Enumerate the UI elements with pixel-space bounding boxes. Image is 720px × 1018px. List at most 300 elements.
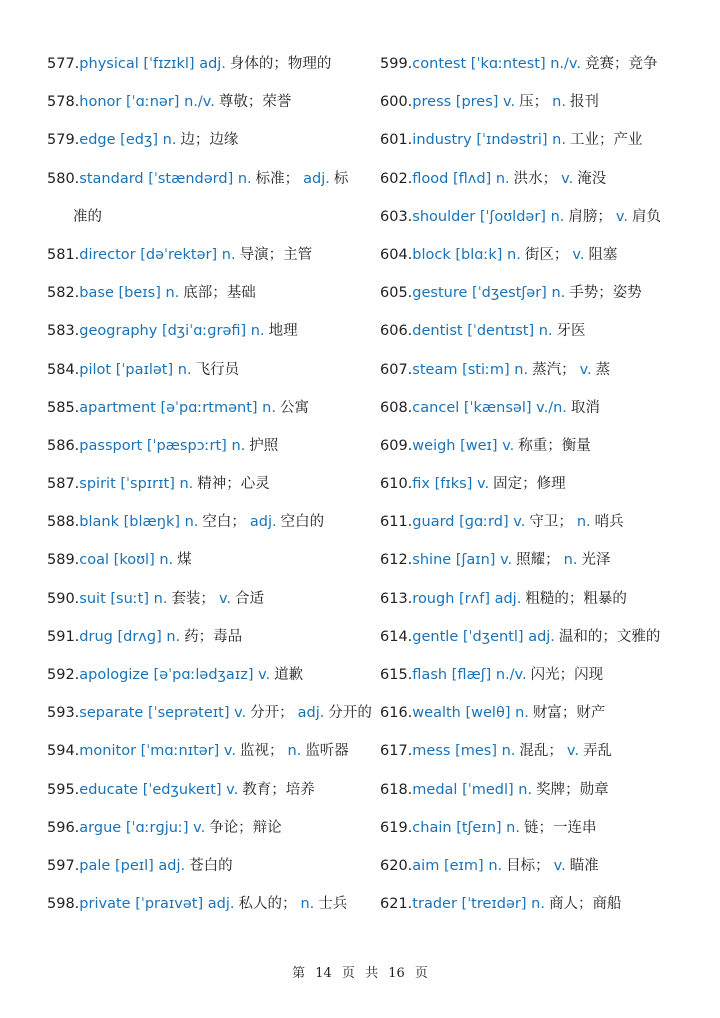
vocab-entry xyxy=(380,847,700,885)
entry-definition: 守卫； xyxy=(529,514,573,531)
entry-definition-2: 肩负 xyxy=(631,208,661,225)
entry-number: 613. xyxy=(380,590,413,607)
entry-part-of-speech: n. xyxy=(153,590,168,607)
entry-definition-2: 弄乱 xyxy=(582,743,612,760)
vocab-entry xyxy=(47,465,367,503)
vocab-entry xyxy=(47,160,367,198)
entry-part-of-speech-2: v. xyxy=(218,590,232,607)
entry-word: shoulder xyxy=(412,208,476,225)
entry-word: base xyxy=(79,285,114,302)
entry-definition-2: 合适 xyxy=(235,590,265,607)
entry-phonetic: [ˈkɑːntest] xyxy=(470,56,546,72)
entry-phonetic: [ˈfɪzɪkl] xyxy=(143,56,195,72)
entry-definition: 地理 xyxy=(268,323,298,340)
entry-word: chain xyxy=(412,819,452,836)
entry-definition: 药；毒品 xyxy=(184,628,243,645)
entry-definition: 温和的；文雅的 xyxy=(558,628,661,645)
entry-part-of-speech: v. xyxy=(223,743,236,760)
entry-phonetic: [pres] xyxy=(455,94,499,111)
entry-part-of-speech: n. xyxy=(531,896,545,913)
entry-number: 601. xyxy=(380,132,413,149)
entry-number: 584. xyxy=(47,361,80,378)
entry-number: 594. xyxy=(47,743,80,760)
entry-part-of-speech: n. xyxy=(166,628,181,645)
entry-number: 608. xyxy=(380,399,413,416)
entry-word: steam xyxy=(412,361,458,378)
entry-definition: 肩膀； xyxy=(568,208,612,225)
entry-word: spirit xyxy=(79,476,116,493)
entry-word: physical xyxy=(79,56,139,72)
entry-number: 603. xyxy=(380,208,413,225)
entry-definition-2: 阻塞 xyxy=(588,246,618,263)
entry-part-of-speech: n. xyxy=(177,361,192,378)
footer-suffix: 页 xyxy=(414,966,428,981)
entry-word: separate xyxy=(79,705,144,722)
entry-word: cancel xyxy=(412,399,460,416)
entry-word: argue xyxy=(79,819,122,836)
entry-definition: 洪水； xyxy=(513,170,558,187)
vocab-entry xyxy=(380,771,700,809)
entry-phonetic: [beɪs] xyxy=(118,285,161,302)
entry-word: shine xyxy=(412,552,452,569)
entry-word: press xyxy=(412,94,452,111)
entry-phonetic: [dʒiˈɑːɡrəfi] xyxy=(161,323,247,340)
footer-total-label: 共 xyxy=(365,966,379,981)
entry-phonetic: [ˈɑːnər] xyxy=(126,94,180,111)
entry-phonetic: [fɪks] xyxy=(434,476,473,493)
entry-phonetic: [ˈtreɪdər] xyxy=(461,896,527,913)
entry-definition: 精神；心灵 xyxy=(197,476,270,493)
entry-number: 585. xyxy=(47,399,80,416)
vocab-entry xyxy=(47,618,367,656)
entry-word: drug xyxy=(79,628,113,645)
vocab-entry xyxy=(47,312,367,350)
entry-definition: 私人的； xyxy=(238,896,297,913)
entry-part-of-speech: n. xyxy=(507,246,521,263)
entry-definition: 护照 xyxy=(249,437,279,454)
entry-phonetic: [flæʃ] xyxy=(451,667,492,683)
entry-definition: 道歉 xyxy=(274,667,304,683)
entry-word: trader xyxy=(412,896,457,913)
entry-part-of-speech: n. xyxy=(179,476,194,493)
entry-definition: 链；一连串 xyxy=(523,819,597,836)
entry-word: guard xyxy=(412,514,455,531)
entry-phonetic: [ˈdentɪst] xyxy=(467,323,535,340)
entry-word: weigh xyxy=(412,437,456,454)
vocab-entry xyxy=(47,732,367,770)
entry-part-of-speech: n. xyxy=(551,285,566,302)
entry-part-of-speech-2: n. xyxy=(576,514,591,531)
vocab-entry xyxy=(380,885,700,923)
entry-word: standard xyxy=(79,170,144,187)
entry-definition: 套装； xyxy=(171,590,215,607)
entry-phonetic: [ˈstændərd] xyxy=(148,170,234,187)
entry-part-of-speech-2: n. xyxy=(287,743,302,760)
vocab-entry xyxy=(380,732,700,770)
entry-definition-2: 空白的 xyxy=(280,514,325,531)
entry-part-of-speech: n. xyxy=(515,705,529,722)
entry-definition: 取消 xyxy=(570,399,600,416)
entry-part-of-speech-2: v. xyxy=(566,743,579,760)
entry-word: honor xyxy=(79,94,122,111)
entry-definition-2: 哨兵 xyxy=(594,514,624,531)
vocab-entry xyxy=(47,351,367,389)
entry-word: director xyxy=(79,246,136,263)
entry-word: contest xyxy=(412,56,467,72)
entry-number: 604. xyxy=(380,246,413,263)
entry-phonetic: [rʌf] xyxy=(459,590,490,607)
entry-number: 612. xyxy=(380,552,413,569)
vocab-entry xyxy=(380,45,700,83)
entry-part-of-speech: n. xyxy=(184,514,199,531)
entry-phonetic: [tʃeɪn] xyxy=(456,819,502,836)
entry-number: 607. xyxy=(380,361,413,378)
left-column xyxy=(47,45,372,923)
entry-phonetic: [koʊl] xyxy=(113,552,155,569)
entry-part-of-speech: n. xyxy=(231,437,246,454)
entry-word: dentist xyxy=(412,323,463,340)
entry-word: edge xyxy=(79,132,116,149)
entry-part-of-speech: n./v. xyxy=(495,667,527,683)
entry-phonetic: [ˈdʒentl] xyxy=(462,628,524,645)
entry-definition: 商人；商船 xyxy=(548,896,622,913)
entry-definition: 粗糙的；粗暴的 xyxy=(525,590,627,607)
entry-part-of-speech: n. xyxy=(550,208,565,225)
entry-phonetic: [ˈspɪrɪt] xyxy=(120,476,175,493)
footer-total-pages: 16 xyxy=(388,966,405,981)
entry-word: flash xyxy=(412,667,448,683)
entry-number: 590. xyxy=(47,590,80,607)
entry-number: 595. xyxy=(47,781,80,798)
entry-number: 615. xyxy=(380,667,413,683)
entry-part-of-speech: adj. xyxy=(207,896,235,913)
entry-number: 587. xyxy=(47,476,80,493)
entry-number: 610. xyxy=(380,476,413,493)
entry-word: monitor xyxy=(79,743,137,760)
entry-definition: 空白； xyxy=(202,514,246,531)
entry-part-of-speech: n. xyxy=(488,857,503,874)
entry-number: 591. xyxy=(47,628,80,645)
vocab-entry xyxy=(380,541,700,579)
vocab-entry xyxy=(380,121,700,159)
entry-definition-2: 蒸 xyxy=(595,361,611,378)
entry-phonetic: [blɑːk] xyxy=(455,246,503,263)
entry-number: 583. xyxy=(47,323,80,340)
entry-definition: 飞行员 xyxy=(195,361,240,378)
entry-number: 589. xyxy=(47,552,80,569)
entry-part-of-speech: v. xyxy=(500,552,513,569)
entry-phonetic: [ˈpaɪlət] xyxy=(115,361,174,378)
vocab-entry xyxy=(380,198,700,236)
entry-part-of-speech: n. xyxy=(262,399,276,416)
entry-number: 599. xyxy=(380,56,413,72)
entry-phonetic: [ˈdʒestʃər] xyxy=(472,285,547,302)
vocab-entry xyxy=(380,236,700,274)
vocab-entry xyxy=(47,236,367,274)
entry-definition: 公寓 xyxy=(279,399,309,416)
vocab-entry xyxy=(47,580,367,618)
entry-definition: 蒸汽； xyxy=(532,361,576,378)
entry-definition-2: 光泽 xyxy=(581,552,611,569)
entry-phonetic: [ˈpæspɔːrt] xyxy=(146,437,227,454)
entry-definition: 压； xyxy=(519,94,549,111)
entry-continuation: 准的 xyxy=(73,208,102,225)
vocab-entry xyxy=(380,274,700,312)
entry-definition: 监视； xyxy=(240,743,284,760)
entry-definition: 争论；辩论 xyxy=(209,819,282,836)
entry-part-of-speech-2: v. xyxy=(615,208,628,225)
entry-word: pilot xyxy=(79,361,112,378)
entry-definition: 煤 xyxy=(177,552,192,569)
vocab-entry xyxy=(47,656,367,694)
vocab-entry xyxy=(47,427,367,465)
entry-definition: 教育；培养 xyxy=(242,781,315,798)
vocab-entry xyxy=(47,847,367,885)
entry-word: wealth xyxy=(412,705,461,722)
entry-phonetic: [edʒ] xyxy=(120,132,158,149)
vocab-entry xyxy=(380,351,700,389)
entry-phonetic: [flʌd] xyxy=(453,170,492,187)
entry-part-of-speech: n. xyxy=(518,781,533,798)
entry-definition-2: 标 xyxy=(333,170,349,187)
vocab-entry xyxy=(380,389,700,427)
entry-definition: 混乱； xyxy=(519,743,563,760)
entry-phonetic: [ˈɪndəstri] xyxy=(476,132,548,149)
entry-part-of-speech: n. xyxy=(237,170,252,187)
entry-word: passport xyxy=(79,437,143,454)
entry-number: 609. xyxy=(380,437,413,454)
entry-phonetic: [welθ] xyxy=(465,705,511,722)
entry-number: 579. xyxy=(47,132,80,149)
vocab-entry xyxy=(380,465,700,503)
entry-word: medal xyxy=(412,781,458,798)
entry-number: 580. xyxy=(47,170,80,187)
entry-phonetic: [ʃaɪn] xyxy=(455,552,496,569)
entry-part-of-speech: n. xyxy=(495,170,510,187)
vocab-entry xyxy=(47,809,367,847)
entry-definition: 牙医 xyxy=(556,323,586,340)
entry-phonetic: [ˈpraɪvət] xyxy=(135,896,204,913)
entry-part-of-speech: n. xyxy=(506,819,520,836)
vocab-entry xyxy=(47,389,367,427)
entry-part-of-speech: adj. xyxy=(199,56,226,72)
entry-phonetic: [stiːm] xyxy=(462,361,510,378)
entry-definition: 称重；衡量 xyxy=(518,437,591,454)
entry-definition-2: 分开的 xyxy=(328,705,372,722)
entry-word: gesture xyxy=(412,285,468,302)
entry-word: gentle xyxy=(412,628,459,645)
vocab-entry xyxy=(47,45,367,83)
entry-definition: 固定；修理 xyxy=(493,476,566,493)
entry-word: mess xyxy=(412,743,451,760)
entry-definition: 街区； xyxy=(524,246,569,263)
entry-definition: 竞赛；竞争 xyxy=(584,56,658,72)
entry-number: 602. xyxy=(380,170,413,187)
entry-part-of-speech: n. xyxy=(538,323,553,340)
entry-phonetic: [ˈɑːrɡjuː] xyxy=(125,819,189,836)
entry-word: pale xyxy=(79,857,111,874)
entry-definition-2: 士兵 xyxy=(318,896,348,913)
entry-part-of-speech-2: adj. xyxy=(297,705,325,722)
vocab-entry xyxy=(380,656,700,694)
entry-number: 605. xyxy=(380,285,413,302)
entry-phonetic: [ˈseprəteɪt] xyxy=(147,705,230,722)
entry-number: 606. xyxy=(380,323,413,340)
entry-part-of-speech: n. xyxy=(165,285,180,302)
entry-definition: 尊敬；荣誉 xyxy=(218,94,292,111)
entry-part-of-speech-2: v. xyxy=(553,857,566,874)
entry-phonetic: [ˈʃoʊldər] xyxy=(479,208,546,225)
vocab-entry xyxy=(47,541,367,579)
vocab-entry xyxy=(380,83,700,121)
entry-number: 578. xyxy=(47,94,80,111)
entry-part-of-speech: v. xyxy=(502,437,515,454)
entry-part-of-speech-2: n. xyxy=(300,896,315,913)
entry-phonetic: [suːt] xyxy=(110,590,150,607)
entry-part-of-speech-2: adj. xyxy=(303,170,330,187)
entry-definition: 身体的；物理的 xyxy=(229,56,332,72)
entry-word: apartment xyxy=(79,399,156,416)
entry-part-of-speech: v. xyxy=(226,781,239,798)
entry-phonetic: [drʌɡ] xyxy=(117,628,162,645)
entry-number: 619. xyxy=(380,819,413,836)
entry-definition-2: 淹没 xyxy=(577,170,607,187)
entry-part-of-speech-2: v. xyxy=(561,170,574,187)
entry-part-of-speech-2: n. xyxy=(552,94,566,111)
entry-number: 597. xyxy=(47,857,80,874)
entry-definition: 边；边缘 xyxy=(180,132,239,149)
entry-definition-2: 监听器 xyxy=(305,743,349,760)
entry-word: apologize xyxy=(79,667,149,683)
entry-definition: 照耀； xyxy=(516,552,560,569)
vocab-entry xyxy=(47,121,367,159)
entry-word: coal xyxy=(79,552,110,569)
entry-number: 581. xyxy=(47,246,80,263)
vocab-entry xyxy=(47,503,367,541)
vocab-entry xyxy=(47,885,367,923)
vocab-entry xyxy=(380,580,700,618)
vocab-entry xyxy=(380,694,700,732)
right-column xyxy=(380,45,700,923)
entry-part-of-speech: n. xyxy=(162,132,177,149)
entry-phonetic: [mes] xyxy=(455,743,497,760)
entry-part-of-speech-2: n. xyxy=(563,552,578,569)
entry-definition: 目标； xyxy=(506,857,550,874)
entry-part-of-speech: adj. xyxy=(158,857,186,874)
footer-page-label: 页 xyxy=(341,966,355,981)
entry-word: private xyxy=(79,896,131,913)
entry-part-of-speech: v. xyxy=(477,476,490,493)
entry-part-of-speech: n./v. xyxy=(550,56,581,72)
entry-word: geography xyxy=(79,323,158,340)
entry-word: aim xyxy=(412,857,440,874)
entry-definition-2: 瞄准 xyxy=(569,857,599,874)
vocab-entry xyxy=(380,503,700,541)
entry-definition: 底部；基础 xyxy=(183,285,256,302)
entry-part-of-speech: n. xyxy=(514,361,529,378)
entry-definition-2: 报刊 xyxy=(569,94,599,111)
entry-number: 617. xyxy=(380,743,413,760)
entry-number: 620. xyxy=(380,857,413,874)
entry-definition: 手势；姿势 xyxy=(569,285,642,302)
entry-word: blank xyxy=(79,514,120,531)
vocab-entry xyxy=(380,809,700,847)
vocab-entry xyxy=(380,312,700,350)
entry-phonetic: [əˈpɑːrtmənt] xyxy=(160,399,258,416)
entry-number: 616. xyxy=(380,705,413,722)
entry-number: 592. xyxy=(47,667,80,683)
entry-part-of-speech: v. xyxy=(234,705,247,722)
entry-part-of-speech: adj. xyxy=(494,590,522,607)
entry-phonetic: [ˈmedl] xyxy=(462,781,514,798)
entry-number: 600. xyxy=(380,94,413,111)
entry-part-of-speech-2: v. xyxy=(579,361,592,378)
entry-number: 614. xyxy=(380,628,413,645)
entry-phonetic: [dəˈrektər] xyxy=(140,246,218,263)
page-footer xyxy=(0,962,720,981)
entry-number: 618. xyxy=(380,781,413,798)
entry-number: 593. xyxy=(47,705,80,722)
entry-word: suit xyxy=(79,590,106,607)
entry-number: 577. xyxy=(47,56,80,72)
entry-phonetic: [ɡɑːrd] xyxy=(459,514,509,531)
entry-part-of-speech-2: adj. xyxy=(249,514,277,531)
entry-part-of-speech: n. xyxy=(501,743,516,760)
vocab-entry xyxy=(47,83,367,121)
entry-phonetic: [ˈkænsəl] xyxy=(463,399,532,416)
entry-word: fix xyxy=(412,476,431,493)
entry-part-of-speech: v. xyxy=(503,94,516,111)
entry-phonetic: [ˈedʒukeɪt] xyxy=(142,781,222,798)
entry-part-of-speech: n. xyxy=(159,552,174,569)
entry-number: 582. xyxy=(47,285,80,302)
entry-word: rough xyxy=(412,590,455,607)
entry-word: educate xyxy=(79,781,139,798)
entry-definition: 导演；主管 xyxy=(239,246,313,263)
entry-definition: 标准； xyxy=(255,170,300,187)
entry-part-of-speech: v. xyxy=(513,514,526,531)
footer-page-number: 14 xyxy=(315,966,332,981)
entry-part-of-speech: v. xyxy=(193,819,206,836)
entry-phonetic: [ˈmɑːnɪtər] xyxy=(140,743,220,760)
entry-phonetic: [əˈpɑːlədʒaɪz] xyxy=(153,667,254,683)
vocab-entry xyxy=(47,694,372,732)
entry-definition: 工业；产业 xyxy=(569,132,643,149)
entry-part-of-speech: n./v. xyxy=(184,94,215,111)
entry-part-of-speech: v./n. xyxy=(536,399,567,416)
entry-definition: 奖牌；勋章 xyxy=(536,781,609,798)
entry-word: block xyxy=(412,246,451,263)
entry-number: 596. xyxy=(47,819,80,836)
entry-definition: 分开； xyxy=(250,705,294,722)
entry-part-of-speech: n. xyxy=(552,132,566,149)
entry-number: 588. xyxy=(47,514,80,531)
vocab-entry xyxy=(380,160,700,198)
entry-number: 621. xyxy=(380,896,413,913)
entry-part-of-speech-2: v. xyxy=(572,246,585,263)
vocab-entry xyxy=(380,618,700,656)
entry-definition: 苍白的 xyxy=(189,857,233,874)
footer-prefix: 第 xyxy=(292,966,306,981)
entry-word: flood xyxy=(412,170,449,187)
entry-definition: 闪光；闪现 xyxy=(530,667,604,683)
entry-phonetic: [weɪ] xyxy=(460,437,498,454)
entry-part-of-speech: v. xyxy=(258,667,271,683)
entry-phonetic: [peɪl] xyxy=(114,857,154,874)
vocab-entry xyxy=(47,771,367,809)
vocab-entry xyxy=(47,274,367,312)
entry-phonetic: [eɪm] xyxy=(443,857,484,874)
